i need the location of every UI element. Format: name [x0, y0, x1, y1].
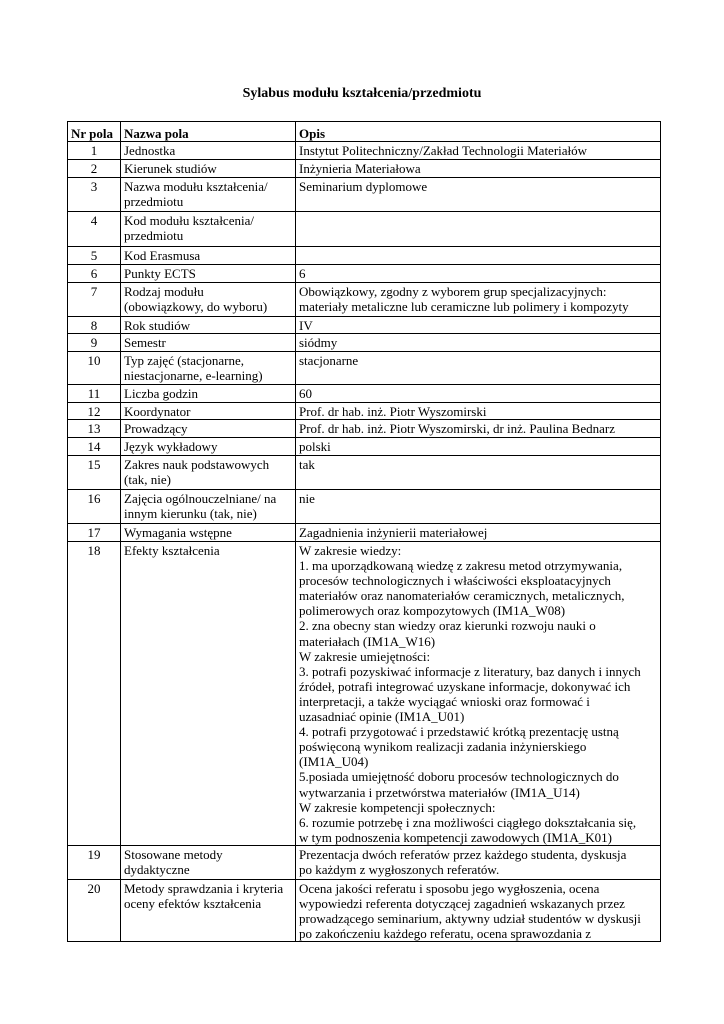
- field-description-line: Prof. dr hab. inż. Piotr Wyszomirski: [299, 404, 487, 419]
- field-description-line: polski: [299, 439, 331, 454]
- field-description: [296, 160, 661, 178]
- field-name-line: Semestr: [124, 335, 166, 350]
- field-number: 9: [68, 334, 121, 352]
- table-row-1: [68, 142, 661, 160]
- header-nr: Nr pola: [68, 122, 121, 142]
- field-description-line: Inżynieria Materiałowa: [299, 161, 421, 176]
- field-name-line: Nazwa modułu kształcenia/: [124, 179, 268, 194]
- field-description-line: procesów technologicznych i właściwości eksploatacyjnych: [299, 573, 611, 589]
- field-name: [121, 542, 296, 846]
- header-desc: Opis: [296, 122, 661, 142]
- field-description: [296, 845, 661, 879]
- field-name-line: innym kierunku (tak, nie): [124, 506, 257, 521]
- field-name: [121, 142, 296, 160]
- field-name-line: Efekty kształcenia: [124, 543, 220, 558]
- field-description-line: [299, 248, 657, 263]
- field-description-line: poświęconą wynikom realizacji zadania inżynierskiego: [299, 739, 587, 755]
- field-name-line: Koordynator: [124, 404, 191, 419]
- field-description-line: źródeł, potrafi integrować uzyskane informacje, dokonywać ich: [299, 678, 631, 694]
- field-description-line: stacjonarne: [299, 353, 359, 368]
- field-description-line: Ocena jakości referatu i sposobu jego wygłoszenia, ocena: [299, 880, 600, 896]
- field-description-line: [299, 213, 657, 228]
- field-number: 15: [68, 456, 121, 490]
- table-row-6: [68, 265, 661, 283]
- field-name-line: (obowiązkowy, do wyboru): [124, 299, 268, 314]
- table-row-10: [68, 352, 661, 385]
- field-description-line: W zakresie umiejętności:: [299, 648, 431, 664]
- field-description: [296, 403, 661, 420]
- field-name-line: Zakres nauk podstawowych: [124, 457, 270, 472]
- field-number: 3: [68, 178, 121, 212]
- field-name: [121, 420, 296, 438]
- field-description-line: tak: [299, 457, 315, 472]
- field-number: 1: [68, 142, 121, 160]
- field-name-line: Rodzaj modułu: [124, 284, 204, 299]
- field-description-line: 60: [299, 386, 312, 401]
- field-description: [296, 334, 661, 352]
- field-description-line: wytwarzania i przetwórstwa materiałów (IM1A_U14): [299, 784, 580, 800]
- field-name-line: Rok studiów: [124, 318, 191, 333]
- field-description-line: W zakresie kompetencji społecznych:: [299, 799, 496, 815]
- field-name-line: Punkty ECTS: [124, 266, 196, 281]
- field-description-line: Prezentacja dwóch referatów przez każdego studenta, dyskusja: [299, 846, 627, 862]
- field-description-line: 2. zna obecny stan wiedzy oraz kierunki rozwoju nauki o: [299, 618, 596, 634]
- field-name-line: Kierunek studiów: [124, 161, 217, 176]
- field-name-line: przedmiotu: [124, 194, 184, 209]
- field-description: [296, 490, 661, 524]
- field-number: 12: [68, 403, 121, 420]
- field-name-line: Kod modułu kształcenia/: [124, 213, 254, 228]
- field-name-line: Język wykładowy: [124, 439, 218, 454]
- field-name-line: Kod Erasmusa: [124, 248, 201, 263]
- table-row-9: [68, 334, 661, 352]
- field-description: [296, 178, 661, 212]
- field-name: [121, 247, 296, 265]
- field-name-line: dydaktyczne: [124, 861, 190, 877]
- table-row-7: [68, 283, 661, 317]
- field-description: [296, 212, 661, 247]
- field-description-line: 4. potrafi przygotować i przedstawić krótką prezentację ustną: [299, 724, 619, 740]
- field-name-line: Stosowane metody: [124, 846, 223, 862]
- field-description-line: materiały metaliczne lub ceramiczne lub polimery i kompozyty: [299, 299, 629, 314]
- field-number: 14: [68, 438, 121, 456]
- field-name-line: Wymagania wstępne: [124, 525, 232, 540]
- field-name: [121, 385, 296, 403]
- field-name: [121, 160, 296, 178]
- field-description: [296, 542, 661, 846]
- field-description: [296, 283, 661, 317]
- field-name: [121, 265, 296, 283]
- field-description-line: materiałach (IM1A_W16): [299, 633, 436, 649]
- field-name: [121, 524, 296, 542]
- field-description-line: siódmy: [299, 335, 338, 350]
- field-description: [296, 317, 661, 334]
- field-description-line: Instytut Politechniczny/Zakład Technologii Materiałów: [299, 143, 588, 158]
- field-description-line: prowadzącego seminarium, aktywny udział studentów w dyskusji: [299, 910, 641, 926]
- field-description-line: polimerowych oraz kompozytowych (IM1A_W08): [299, 603, 566, 619]
- field-name-line: przedmiotu: [124, 228, 184, 243]
- field-name-line: oceny efektów kształcenia: [124, 895, 262, 911]
- table-row-12: [68, 403, 661, 420]
- field-description-line: 3. potrafi pozyskiwać informacje z literatury, baz danych i innych: [299, 663, 641, 679]
- field-number: 17: [68, 524, 121, 542]
- table-row-18: [68, 542, 661, 846]
- table-row-5: [68, 247, 661, 265]
- field-description: [296, 456, 661, 490]
- field-description: [296, 524, 661, 542]
- field-number: 19: [68, 845, 121, 879]
- field-name-line: (tak, nie): [124, 472, 171, 487]
- field-description: [296, 142, 661, 160]
- table-row-19: [68, 845, 661, 879]
- table-row-16: [68, 490, 661, 524]
- field-number: 20: [68, 879, 121, 941]
- field-description-line: 1. ma uporządkowaną wiedzę z zakresu metod otrzymywania,: [299, 558, 623, 574]
- field-description-line: w tym podnoszenia kompetencji zawodowych (IM1A_K01): [299, 829, 613, 845]
- field-number: 5: [68, 247, 121, 265]
- field-name-line: Jednostka: [124, 143, 176, 158]
- field-number: 7: [68, 283, 121, 317]
- field-description-line: interpretacji, a także wyciągać wnioski oraz formować i: [299, 693, 590, 709]
- field-description: [296, 352, 661, 385]
- field-description-line: po każdym z wygłoszonych referatów.: [299, 861, 500, 877]
- field-name: [121, 456, 296, 490]
- field-name: [121, 178, 296, 212]
- field-number: 2: [68, 160, 121, 178]
- field-name-line: Metody sprawdzania i kryteria: [124, 880, 284, 896]
- field-name: [121, 283, 296, 317]
- field-name-line: Zajęcia ogólnouczelniane/ na: [124, 491, 277, 506]
- field-number: 4: [68, 212, 121, 247]
- field-description-line: 6: [299, 266, 306, 281]
- field-name: [121, 334, 296, 352]
- field-description-line: po zakończeniu każdego referatu, ocena sprawozdania z: [299, 925, 591, 941]
- table-row-15: [68, 456, 661, 490]
- field-name: [121, 845, 296, 879]
- field-name-line: Liczba godzin: [124, 386, 198, 401]
- field-name-line: Typ zajęć (stacjonarne,: [124, 353, 244, 368]
- field-number: 6: [68, 265, 121, 283]
- table-row-20: [68, 879, 661, 941]
- field-description-line: wypowiedzi referenta dotyczącej zagadnień wskazanych przez: [299, 895, 625, 911]
- field-description-line: Zagadnienia inżynierii materiałowej: [299, 525, 488, 540]
- field-description-line: materiałów oraz nanomateriałów ceramicznych, metalicznych,: [299, 588, 625, 604]
- table-row-3: [68, 178, 661, 212]
- table-row-17: [68, 524, 661, 542]
- field-number: 18: [68, 542, 121, 846]
- field-name-line: Prowadzący: [124, 421, 188, 436]
- field-name: [121, 317, 296, 334]
- field-number: 10: [68, 352, 121, 385]
- field-description: [296, 385, 661, 403]
- field-name: [121, 212, 296, 247]
- field-description-line: (IM1A_U04): [299, 754, 369, 770]
- field-description-line: 5.posiada umiejętność doboru procesów technologicznych do: [299, 769, 619, 785]
- field-name: [121, 352, 296, 385]
- field-name: [121, 438, 296, 456]
- field-description: [296, 247, 661, 265]
- field-description-line: W zakresie wiedzy:: [299, 543, 402, 558]
- field-description-line: nie: [299, 491, 315, 506]
- field-description: [296, 438, 661, 456]
- field-number: 11: [68, 385, 121, 403]
- field-number: 16: [68, 490, 121, 524]
- field-description-line: Obowiązkowy, zgodny z wyborem grup specjalizacyjnych:: [299, 284, 607, 299]
- document-title: Sylabus modułu kształcenia/przedmiotu: [242, 86, 482, 101]
- field-number: 13: [68, 420, 121, 438]
- table-row-13: [68, 420, 661, 438]
- table-row-8: [68, 317, 661, 334]
- table-row-14: [68, 438, 661, 456]
- field-name: [121, 403, 296, 420]
- field-number: 8: [68, 317, 121, 334]
- field-description: [296, 420, 661, 438]
- header-name: Nazwa pola: [121, 122, 296, 142]
- table-row-2: [68, 160, 661, 178]
- table-row-11: [68, 385, 661, 403]
- field-name: [121, 490, 296, 524]
- field-name-line: niestacjonarne, e-learning): [124, 368, 263, 383]
- field-description-line: IV: [299, 318, 313, 333]
- field-description: [296, 879, 661, 941]
- header-row: [68, 122, 661, 142]
- field-description-line: Prof. dr hab. inż. Piotr Wyszomirski, dr inż. Paulina Bednarz: [299, 421, 615, 436]
- field-description-line: uzasadniać opinie (IM1A_U01): [299, 709, 465, 725]
- table-row-4: [68, 212, 661, 247]
- field-description-line: Seminarium dyplomowe: [299, 179, 428, 194]
- syllabus-table: [67, 121, 661, 942]
- field-description: [296, 265, 661, 283]
- field-name: [121, 879, 296, 941]
- field-description-line: 6. rozumie potrzebę i zna możliwości ciągłego dokształcania się,: [299, 814, 637, 830]
